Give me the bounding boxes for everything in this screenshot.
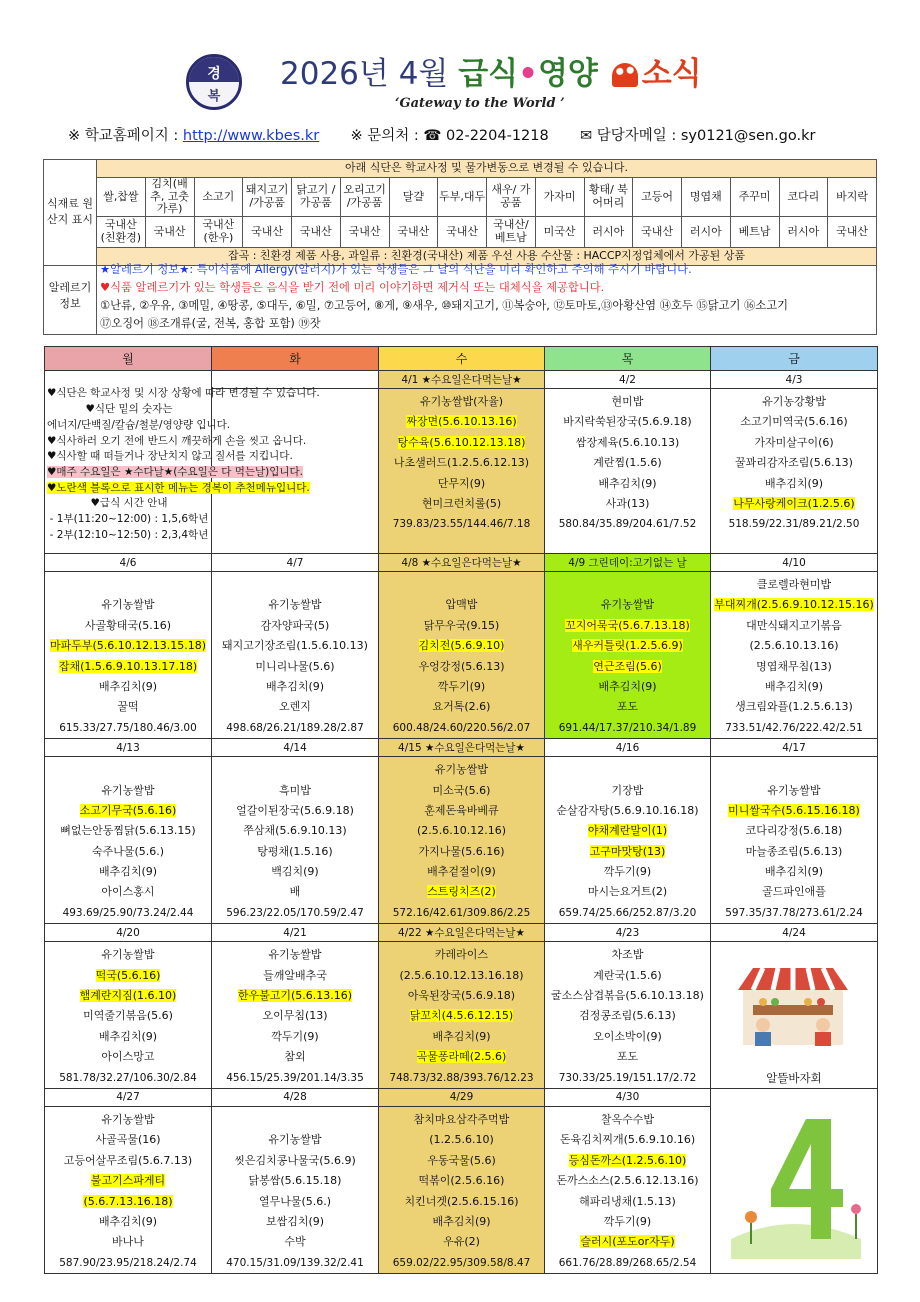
menu-item: 한우불고기(5.6.13.16): [237, 989, 353, 1003]
menu-item: 유기농쌀밥: [268, 948, 322, 962]
date-cell: 4/9 그린데이:고기없는 날: [545, 554, 711, 572]
date-cell: 4/22 ★수요일은다먹는날★: [379, 924, 545, 942]
menu-item: 슬러시(포도or자두): [580, 1235, 675, 1249]
nutrition-info: 596.23/22.05/170.59/2.47: [226, 906, 364, 919]
notice-line: - 1부(11:20~12:00) : 1,5,6학년: [49, 513, 209, 526]
menu-item: 소고기무국(5.6.16): [79, 803, 177, 817]
origin-item-5: 오리고기 /가공품: [340, 178, 389, 217]
origin-country-14: 러시아: [779, 216, 828, 247]
menu-item: 연근조림(5.6): [593, 659, 662, 673]
menu-item: 소고기미역국(5.6.16): [740, 415, 848, 429]
menu-item: 유기농쌀밥(자율): [420, 395, 503, 408]
menu-item: 닭봉쌈(5.6.15.18): [248, 1174, 342, 1188]
menu-cell: [212, 572, 379, 739]
menu-item: 차조밥: [611, 948, 644, 962]
menu-item: 유기농쌀밥: [101, 598, 155, 612]
menu-item: 쌈장제육(5.6.10.13): [575, 435, 680, 449]
menu-item: 유기농쌀밥: [101, 783, 155, 797]
notice-line: ♥식단은 학교사정 및 시장 상황에 따라 변경될 수 있습니다.: [47, 387, 320, 400]
menu-item: 단무지(9): [437, 476, 486, 490]
nutrition-info: 659.74/25.66/252.87/3.20: [558, 906, 697, 919]
menu-item: 깍두기(9): [437, 679, 486, 693]
menu-cell: [45, 1106, 212, 1273]
menu-item: 들깨알배추국: [263, 968, 327, 982]
nutrition-info: 661.76/28.89/268.65/2.54: [558, 1256, 697, 1269]
email-address[interactable]: sy0121@sen.go.kr: [680, 128, 816, 144]
date-cell: 4/1 ★수요일은다먹는날★: [379, 371, 545, 389]
menu-item: 골드파인애플: [762, 885, 826, 899]
origin-item-12: 명엽채: [682, 178, 731, 217]
date-cell: 4/16: [545, 739, 711, 757]
allergy-codes-2: ⑰오징어 ⑱조개류(굴, 전복, 홍합 포함) ⑲잣: [100, 317, 321, 330]
origin-country-13: 베트남: [730, 216, 779, 247]
date-cell: 4/24: [711, 924, 878, 942]
origin-country-2: 국내산 (한우): [194, 216, 243, 247]
menu-item: 탕평채(1.5.16): [257, 844, 333, 858]
date-cell: 4/20: [45, 924, 212, 942]
menu-item: 불고기스파게티: [90, 1174, 166, 1188]
menu-cell: [545, 942, 711, 1089]
menu-item: 오이소박이(9): [593, 1029, 662, 1043]
nutrition-info: 587.90/23.95/218.24/2.74: [59, 1256, 197, 1269]
menu-cell: [212, 1106, 379, 1273]
notice-line: ♥식단 밑의 숫자는: [85, 403, 173, 416]
origin-country-4: 국내산: [292, 216, 341, 247]
menu-item: 잡채(1.5.6.9.10.13.17.18): [58, 659, 198, 673]
menu-cell: [212, 757, 379, 924]
menu-item: 유기농쌀밥: [767, 783, 821, 797]
nutrition-info: 600.48/24.60/220.56/2.07: [392, 721, 531, 734]
menu-item: 숙주나물(5.6.): [91, 844, 165, 858]
menu-item: 배추김치(9): [98, 1029, 158, 1043]
menu-item: 참외: [284, 1050, 306, 1064]
menu-item: 깍두기(9): [271, 1029, 319, 1043]
nutrition-info: 730.33/25.19/151.17/2.72: [558, 1071, 697, 1084]
menu-item: 열무나물(5.6.): [258, 1194, 332, 1208]
menu-item: 등심돈까스(1.2.5.6.10): [568, 1153, 687, 1167]
mushroom-icon: [612, 63, 638, 87]
date-cell: 4/3: [711, 371, 878, 389]
menu-item: 나초샐러드(1.2.5.6.12.13): [393, 456, 530, 470]
notice-line: ♥식사하러 오기 전에 반드시 깨끗하게 손을 씻고 옵니다.: [47, 434, 307, 447]
menu-cell: [212, 942, 379, 1089]
menu-item: 고구마맛탕(13): [589, 844, 666, 858]
menu-item: 나무사랑케이크(1.2.5.6): [733, 496, 855, 510]
date-cell: 4/15 ★수요일은다먹는날★: [379, 739, 545, 757]
menu-item: 백김치(9): [271, 865, 319, 879]
menu-item: 부대찌개(2.5.6.9.10.12.15.16): [714, 598, 874, 612]
origin-item-4: 닭고기 /가공품: [292, 178, 341, 217]
menu-item: 압맥밥: [445, 598, 478, 612]
date-cell: 4/2: [545, 371, 711, 389]
menu-item: 배추김치(9): [764, 476, 824, 490]
school-logo: [186, 54, 242, 110]
menu-cell: [711, 389, 878, 554]
menu-item: 가지나물(5.6.16): [418, 844, 505, 858]
origin-country-1: 국내산: [145, 216, 194, 247]
page-title: [280, 48, 702, 93]
menu-item: 미역줄기볶음(5.6): [83, 1009, 173, 1023]
date-cell: 4/23: [545, 924, 711, 942]
date-cell: 4/21: [212, 924, 379, 942]
menu-item: 기장밥: [611, 783, 644, 797]
menu-item: 계란찜(1.5.6): [593, 456, 662, 470]
menu-item: 떡볶이(2.5.6.16): [418, 1174, 505, 1188]
day-header-4: 금: [711, 347, 878, 371]
title-meal: 급식: [458, 56, 519, 92]
menu-item: 순살감자탕(5.6.9.10.16.18): [556, 803, 699, 817]
menu-item: 현미크런치롤(5): [421, 496, 502, 510]
menu-item: 훈제돈육바베큐: [424, 803, 499, 817]
menu-item: 가자미살구이(6): [754, 435, 834, 449]
notice-cell: [45, 371, 320, 554]
origin-country-9: 미국산: [535, 216, 584, 247]
origin-country-5: 국내산: [340, 216, 389, 247]
menu-item: 배추김치(9): [98, 865, 158, 879]
menu-item: 미니리나물(5.6): [255, 659, 335, 673]
allergy-label: 알레르기 정보: [44, 258, 97, 334]
menu-cell: [379, 389, 545, 554]
menu-item: 돼지고기장조림(1.5.6.10.13): [222, 639, 368, 653]
menu-item: 유기농쌀밥: [101, 948, 155, 962]
menu-item: 배추김치(9): [598, 476, 657, 490]
menu-item: 유기농쌀밥: [600, 598, 655, 612]
origin-item-0: 쌀,찹쌀: [97, 178, 146, 217]
menu-item: (2.5.6.10.13.16): [749, 639, 839, 653]
menu-item: 돈육김치찌개(5.6.9.10.16): [559, 1133, 696, 1147]
menu-item: 닭꼬치(4.5.6.12.15): [409, 1009, 514, 1023]
menu-item: 치킨너겟(2.5.6.15.16): [404, 1194, 519, 1208]
day-header-1: 화: [212, 347, 379, 371]
origin-item-14: 코다리: [779, 178, 828, 217]
menu-item: 현미밥: [611, 395, 644, 408]
nutrition-info: 456.15/25.39/201.14/3.35: [226, 1071, 364, 1084]
origin-country-11: 국내산: [633, 216, 682, 247]
menu-item: 검정콩조림(5.6.13): [579, 1009, 676, 1023]
menu-cell: [711, 572, 878, 739]
homepage-link[interactable]: http://www.kbes.kr: [182, 128, 320, 144]
origin-item-3: 돼지고기 /가공품: [243, 178, 292, 217]
menu-item: 뼈없는안동찜닭(5.6.13.15): [60, 824, 196, 838]
menu-item: 쭈삼채(5.6.9.10.13): [243, 824, 347, 838]
menu-item: 배: [289, 885, 301, 899]
menu-item: 닭무우국(9.15): [423, 618, 500, 632]
meal-calendar: [44, 346, 878, 1274]
notice-line: - 2부(12:10~12:50) : 2,3,4학년: [49, 528, 209, 541]
market-label: 알뜰바자회: [766, 1071, 822, 1086]
menu-item: 클로렐라현미밥: [756, 578, 832, 591]
menu-item: 떡국(5.6.16): [95, 968, 161, 982]
menu-item: 우동국물(5.6): [427, 1153, 496, 1167]
menu-item: 코다리강정(5.6.18): [745, 824, 843, 838]
nutrition-info: 733.51/42.76/222.42/2.51: [725, 721, 863, 734]
menu-item: 흑미밥: [279, 783, 311, 797]
allergy-panel: [43, 258, 877, 335]
menu-item: 요거톡(2.6): [432, 700, 491, 714]
origin-footnote: 잡곡 : 친환경 제품 사용, 과일류 : 친환경(국내산) 제품 우선 사용 수산물 : HACCP지정업체에서 가공된 상품: [97, 247, 877, 265]
menu-item: 새우커틀릿(1.2.5.6.9): [572, 639, 683, 653]
menu-item: 바지락쑥된장국(5.6.9.18): [563, 415, 692, 429]
menu-item: 배추김치(9): [764, 679, 824, 693]
menu-item: 명엽채무침(13): [756, 659, 832, 673]
origin-item-15: 바지락: [828, 178, 877, 217]
menu-item: 보쌈김치(9): [265, 1214, 325, 1228]
menu-item: 해파리냉채(1.5.13): [579, 1194, 676, 1208]
origin-country-8: 국내산/ 베트남: [487, 216, 536, 247]
origin-country-12: 러시아: [682, 216, 731, 247]
origin-item-6: 달걀: [389, 178, 438, 217]
date-cell: 4/30: [545, 1088, 711, 1106]
menu-item: (2.5.6.10.12.16): [416, 824, 507, 838]
date-cell: 4/7: [212, 554, 379, 572]
notice-line: ♥식사할 때 떠들거나 장난치지 않고 질서를 지킵니다.: [47, 450, 293, 463]
menu-item: 굴소스삼겹볶음(5.6.10.13.18): [551, 989, 704, 1003]
menu-item: 미니쌀국수(5.6.15.16.18): [728, 803, 860, 817]
menu-item: 유기농쌀밥: [434, 763, 489, 777]
menu-item: 짜장면(5.6.10.13.16): [406, 415, 517, 429]
logo-bottom-text: 복: [207, 89, 221, 104]
inquiry-label: ※ 문의처 :: [350, 128, 419, 144]
notice-line: ♥급식 시간 안내: [90, 497, 168, 510]
nutrition-info: 597.35/37.78/273.61/2.24: [725, 906, 863, 919]
title-date: 2026년 4월: [280, 56, 449, 92]
notice-line: ♥매주 수요일은 ★수다날★(수요일은 다 먹는날)입니다.: [47, 466, 303, 478]
menu-item: 배추김치(9): [432, 1029, 491, 1043]
menu-item: 곡물퐁라떼(2.5.6): [416, 1050, 507, 1064]
menu-item: 아욱된장국(5.6.9.18): [407, 989, 516, 1003]
nutrition-info: 748.73/32.88/393.76/12.23: [389, 1071, 534, 1084]
origin-item-13: 주꾸미: [730, 178, 779, 217]
allergy-line-2: ♥식품 알레르기가 있는 학생들은 음식을 받기 전에 미리 이야기하면 제거식 또는 대체식을 제공합니다.: [100, 281, 605, 294]
menu-item: 유기농쌀밥: [268, 598, 322, 612]
menu-item: 유기농강황밥: [762, 395, 826, 408]
menu-item: 배추김치(9): [265, 679, 325, 693]
menu-cell: [545, 757, 711, 924]
origin-country-3: 국내산: [243, 216, 292, 247]
menu-cell: [711, 942, 878, 1089]
menu-item: 깍두기(9): [603, 865, 652, 879]
menu-item: 꼬지어묵국(5.6.7.13.18): [565, 618, 690, 632]
menu-item: (5.6.7.13.16.18): [83, 1194, 173, 1208]
origin-item-11: 고등어: [633, 178, 682, 217]
menu-item: 사골황태국(5.16): [84, 618, 172, 632]
menu-cell: [45, 572, 212, 739]
day-header-2: 수: [379, 347, 545, 371]
nutrition-info: 518.59/22.31/89.21/2.50: [728, 518, 860, 531]
menu-item: 계란국(1.5.6): [593, 968, 662, 982]
menu-item: 마파두부(5.6.10.12.13.15.18): [49, 639, 207, 653]
date-cell: 4/28: [212, 1088, 379, 1106]
menu-item: 꿀꽈리감자조림(5.6.13): [735, 456, 853, 470]
menu-item: 포도: [616, 1050, 639, 1064]
nutrition-info: 493.69/25.90/73.24/2.44: [62, 906, 194, 919]
menu-item: 참치마요삼각주먹밥: [413, 1112, 510, 1126]
menu-item: 대만식돼지고기볶음: [746, 618, 842, 632]
allergy-line-1: ★알레르기 정보★: 특이식품에 Allergy(알러지)가 있는 학생들은 그 날의 식단을 미리 확인하고 주의해 주시기 바랍니다.: [100, 263, 692, 276]
menu-item: 배추김치(9): [98, 1214, 158, 1228]
menu-item: 고등어살무조림(5.6.7.13): [63, 1153, 193, 1167]
phone-number: ☎ 02-2204-1218: [423, 128, 549, 144]
homepage-label: ※ 학교홈페이지 :: [68, 128, 179, 144]
menu-item: 씻은김치콩나물국(5.6.9): [234, 1153, 356, 1167]
menu-cell: [379, 572, 545, 739]
menu-cell: [45, 757, 212, 924]
menu-item: 꿀떡: [117, 700, 139, 714]
menu-item: 오렌지: [279, 700, 311, 714]
menu-cell: [711, 1088, 878, 1273]
menu-cell: [545, 1106, 711, 1273]
menu-item: 유기농쌀밥: [268, 1133, 322, 1147]
date-cell: 4/14: [212, 739, 379, 757]
day-header-3: 목: [545, 347, 711, 371]
menu-item: 돈까스소스(2.5.6.12.13.16): [556, 1174, 699, 1188]
origin-notice: 아래 식단은 학교사정 및 물가변동으로 변경될 수 있습니다.: [97, 160, 877, 178]
menu-item: (1.2.5.6.10): [429, 1133, 494, 1147]
origin-item-9: 가자미: [535, 178, 584, 217]
menu-item: 배추김치(9): [764, 865, 824, 879]
origin-side-label: 식재료 원산지 표시: [44, 160, 97, 266]
menu-item: 우유(2): [443, 1235, 480, 1249]
menu-item: 사골곡물(16): [95, 1133, 161, 1147]
date-cell: 4/8 ★수요일은다먹는날★: [379, 554, 545, 572]
menu-cell: [545, 572, 711, 739]
origin-table: [43, 159, 877, 266]
menu-item: 배추김치(9): [432, 1214, 491, 1228]
menu-item: 햄계란지짐(1.6.10): [79, 989, 177, 1003]
menu-item: 스트링치즈(2): [427, 885, 496, 899]
allergy-codes-1: ①난류, ②우유, ③메밀, ④땅콩, ⑤대두, ⑥밀, ⑦고등어, ⑧게, ⑨새우, ⑩돼지고기, ⑪복숭아, ⑫토마토,⑬아황산염 ⑭호두 ⑮닭고기 ⑯소고기: [100, 299, 789, 312]
menu-item: 깍두기(9): [603, 1214, 652, 1228]
title-news: 소식: [641, 56, 702, 92]
menu-item: 배추김치(9): [98, 679, 158, 693]
april-four-illustration: [711, 1089, 875, 1259]
menu-cell: [711, 757, 878, 924]
nutrition-info: 572.16/42.61/309.86/2.25: [392, 906, 531, 919]
menu-item: 바나나: [112, 1235, 144, 1249]
menu-item: 배추겉절이(9): [427, 865, 496, 879]
menu-item: 미소국(5.6): [432, 783, 491, 797]
menu-item: 아이스홍시: [101, 885, 155, 899]
origin-item-10: 황태/ 북어머리: [584, 178, 633, 217]
origin-item-2: 소고기: [194, 178, 243, 217]
menu-item: 수박: [284, 1235, 306, 1249]
nutrition-info: 580.84/35.89/204.61/7.52: [558, 518, 697, 531]
nutrition-info: 739.83/23.55/144.46/7.18: [392, 518, 531, 531]
menu-item: 카레라이스: [434, 948, 489, 962]
date-cell: 4/13: [45, 739, 212, 757]
menu-item: 김치전(5.6.9.10): [418, 639, 505, 653]
menu-cell: [379, 757, 545, 924]
menu-cell: [45, 942, 212, 1089]
notice-line: 에너지/단백질/칼슘/철분/영양량 입니다.: [47, 418, 231, 431]
day-header-0: 월: [45, 347, 212, 371]
date-cell: 4/10: [711, 554, 878, 572]
nutrition-info: 581.78/32.27/106.30/2.84: [59, 1071, 197, 1084]
menu-item: 야채계란말이(1): [587, 824, 668, 838]
logo-top-text: 경: [207, 66, 221, 82]
menu-item: 찰옥수수밥: [600, 1112, 655, 1126]
title-nutrition: 영양: [537, 56, 598, 92]
contact-bar: [68, 124, 815, 145]
market-illustration: [733, 950, 853, 1050]
menu-item: 마시는요거트(2): [587, 885, 668, 899]
menu-item: 아이스망고: [101, 1050, 155, 1064]
date-cell: 4/29: [379, 1088, 545, 1106]
menu-cell: [379, 1106, 545, 1273]
menu-item: 사과(13): [605, 496, 650, 510]
origin-country-7: 국내산: [438, 216, 487, 247]
slogan: ‘Gateway to the World ’: [395, 96, 565, 111]
nutrition-info: 470.15/31.09/139.32/2.41: [226, 1256, 364, 1269]
origin-country-0: 국내산 (친환경): [97, 216, 146, 247]
title-dot: •: [518, 56, 538, 92]
notice-line: ♥노란색 블록으로 표시한 메뉴는 경복이 추천메뉴입니다.: [47, 481, 310, 494]
origin-country-6: 국내산: [389, 216, 438, 247]
date-cell: 4/27: [45, 1088, 212, 1106]
menu-item: 마늘종조림(5.6.13): [745, 844, 843, 858]
origin-item-8: 새우/ 가공품: [487, 178, 536, 217]
menu-item: 유기농쌀밥: [101, 1112, 155, 1126]
menu-item: 오이무침(13): [262, 1009, 328, 1023]
menu-cell: [379, 942, 545, 1089]
menu-item: 배추김치(9): [598, 679, 657, 693]
nutrition-info: 615.33/27.75/180.46/3.00: [59, 721, 197, 734]
email-label: ✉ 담당자메일 :: [579, 128, 677, 144]
menu-item: 얼갈이된장국(5.6.9.18): [236, 803, 354, 817]
origin-country-10: 러시아: [584, 216, 633, 247]
nutrition-info: 659.02/22.95/309.58/8.47: [392, 1256, 531, 1269]
menu-item: (2.5.6.10.12.13.16.18): [399, 968, 524, 982]
menu-cell: [545, 389, 711, 554]
menu-item: 우엉강정(5.6.13): [418, 659, 505, 673]
date-cell: [212, 371, 379, 389]
menu-item: 포도: [616, 700, 639, 714]
date-cell: 4/6: [45, 554, 212, 572]
menu-item: 생크림와플(1.2.5.6.13): [735, 700, 853, 714]
origin-item-1: 김치(배추, 고춧가루): [145, 178, 194, 217]
origin-item-7: 두부,대두: [438, 178, 487, 217]
origin-country-15: 국내산: [828, 216, 877, 247]
menu-item: 탕수육(5.6.10.12.13.18): [397, 435, 526, 449]
nutrition-info: 691.44/17.37/210.34/1.89: [558, 721, 697, 734]
nutrition-info: 498.68/26.21/189.28/2.87: [226, 721, 364, 734]
menu-item: 감자양파국(5): [260, 618, 330, 632]
date-cell: 4/17: [711, 739, 878, 757]
